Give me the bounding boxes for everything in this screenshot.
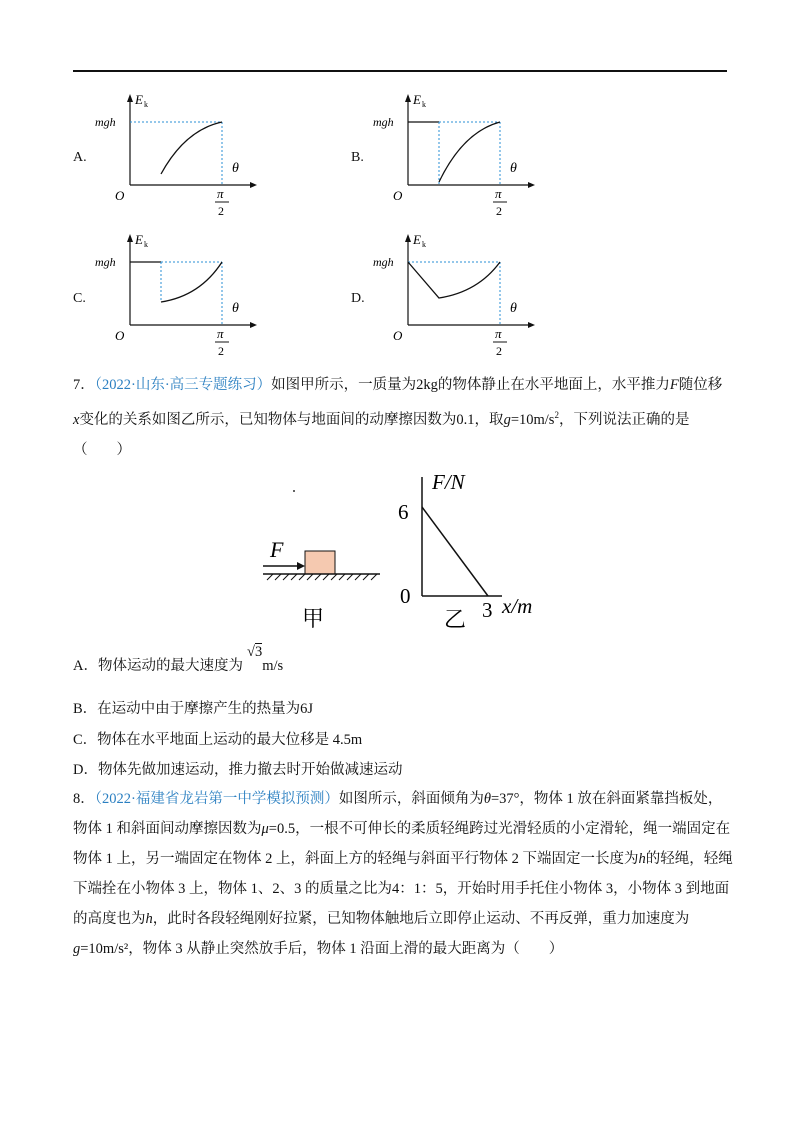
figure-jia [255,480,385,630]
q7-source: （2022·山东·高三专题练习） [94,377,272,393]
ek-label: E [413,232,421,247]
option-a-label: A. [73,150,87,165]
ek-sub: k [144,100,148,109]
q7-option-c: C．物体在水平地面上运动的最大位移是 4.5m [73,732,363,748]
mgh-label: mgh [95,255,116,269]
pi-label: π [217,186,224,201]
origin-label: O [115,328,125,343]
origin-label: O [393,328,403,343]
q8-source: （2022·福建省龙岩第一中学模拟预测） [94,791,339,807]
q7-paren: （ ） [73,441,131,458]
force-line [422,507,488,596]
q7-sq: 2 [554,410,559,420]
figure-yi [390,465,560,635]
question-7 [73,370,733,465]
origin-label: O [115,188,125,203]
q7-number: 7． [73,377,95,393]
ek-label: E [135,92,143,107]
ek-label: E [413,92,421,107]
two-label: 2 [496,344,502,358]
q7-option-b: B．在运动中由于摩擦产生的热量为6J [73,701,314,717]
graph-b [373,88,543,218]
two-label: 2 [496,204,502,218]
theta-label: θ [510,301,517,316]
header-rule [73,70,727,72]
origin-label: O [393,188,403,203]
graph-d [373,228,543,358]
q8-number: 8． [73,791,95,807]
block [305,551,335,574]
theta-label: θ [232,301,239,316]
theta-label: θ [510,161,517,176]
mgh-label: mgh [373,115,394,129]
x-axis-label: x/m [502,594,533,618]
option-c-label: C. [73,291,86,306]
q7-g: g [503,411,511,428]
tick-3: 3 [482,598,493,622]
two-label: 2 [218,344,224,358]
q7-option-a: A．物体运动的最大速度为√3m/s [73,644,284,674]
tick-0: 0 [400,584,411,608]
ek-sub: k [144,240,148,249]
mgh-label: mgh [373,255,394,269]
pi-label: π [495,326,502,341]
tick-6: 6 [398,500,409,524]
q7-option-d: D．物体先做加速运动，推力撤去时开始做减速运动 [73,762,403,778]
q7-text-2b: =10m/s [510,411,555,428]
q7-F: F [669,377,679,393]
option-d-label: D. [351,291,365,306]
two-label: 2 [218,204,224,218]
graph-a [95,88,265,218]
q7-x: x [73,411,80,428]
q7-text-1: 如图甲所示，一质量为2kg的物体静止在水平地面上，水平推力 [271,377,670,393]
y-axis-label: F/N [432,470,465,494]
question-8: 8．（2022·福建省龙岩第一中学模拟预测）如图所示，斜面倾角为θ=37°，物体 1 放在斜面紧靠挡板处，物体 1 和斜面间动摩擦因数为μ=0.5，一根不可伸长的柔质轻绳跨过光滑轻质的小定滑轮，绳一端固定在物体 1 上，另一端固定在物体 2 上，斜面上方的轻绳与斜面平行物体 2 下端固定一长度为h的轻绳，轻绳下端拴在小物体 3 上，物体 1、2、3 的质量之比为4：1：5，开始时用手托住小物体 3，小物体 3 到地面的高度也为h，此时各段轻绳刚好拉紧，已知物体触地后立即停止运动、不再反弹，重力加速度为g=10m/s²，物体 3 从静止突然放手后，物体 1 沿面上滑的最大距离为（ ） [73,791,733,957]
ek-sub: k [422,100,426,109]
pi-label: π [217,326,224,341]
q7-text-2c: ，下列说法正确的是 [558,411,690,428]
graph-c [95,228,265,358]
caption-yi: 乙 [444,607,467,632]
ek-label: E [135,232,143,247]
theta-label: θ [232,161,239,176]
force-label: F [270,537,284,562]
pi-label: π [495,186,502,201]
sqrt-3: √3 [246,644,263,660]
ek-sub: k [422,240,426,249]
caption-jia: 甲 [302,606,325,630]
option-b-label: B. [351,150,364,165]
q7-text-2: 变化的关系如图乙所示，已知物体与地面间的动摩擦因数为0.1，取 [79,411,504,428]
q7-text-1b: 随位移 [678,377,723,393]
mgh-label: mgh [95,115,116,129]
